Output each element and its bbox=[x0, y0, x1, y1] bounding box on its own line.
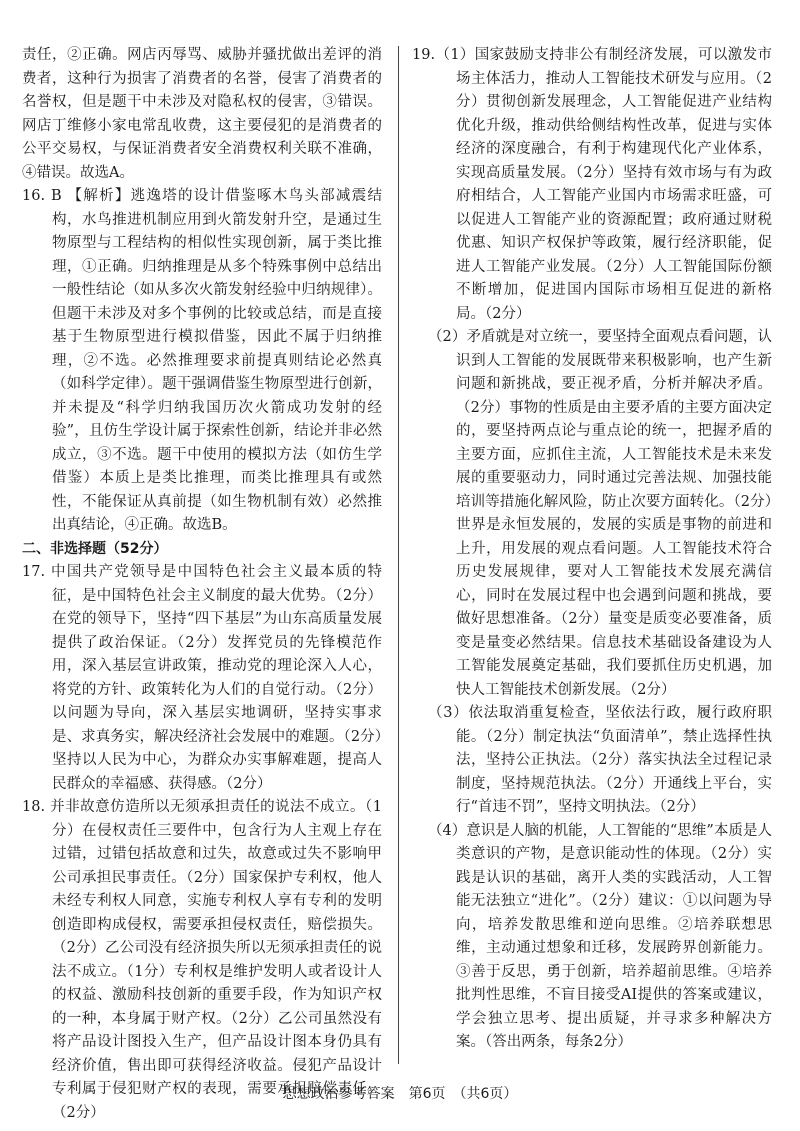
page-footer: 思想政治参考答案 第6页 （共6页） bbox=[282, 1086, 518, 1102]
answer-16: 16. B 【解析】逃逸塔的设计借鉴啄木鸟头部减震结构，水鸟推进机制应用到火箭发射升空，是通过生物原型与工程结构的相似性实现创新，属于类比推理，①正确。归纳推理是从多个特殊事例中总结出一般性结论（如从多次火箭发射经验中归纳规律）。但题干未涉及对多个事例的比较或总结，而是直接基于生物原型进行模拟借鉴，因此不属于归纳推理，②不选。必然推理要求前提真则结论必然真（如科学定律）。题干强调借鉴生物原型进行创新，并未提及“科学归纳我国历次火箭成功发射的经验”，且仿生学设计属于探索性创新，结论并非必然成立，③不选。题干中使用的模拟方法（如仿生学借鉴）本质上是类比推理，而类比推理具有或然性，不能保证从真前提（如生物机制有效）必然推出真结论，④正确。故选B。 bbox=[22, 188, 382, 533]
answer-19-part-4: （4）意识是人脑的机能，人工智能的“思维”本质是人类意识的产物，是意识能动性的体现。（2分）实践是认识的基础，离开人类的实践活动，人工智能无法独立“进化”。（2分）建议：①以问题为导向，培养发散思维和逆向思维。②培养联想思维，主动通过想象和迁移，发展跨界创新能力。③善于反思，勇于创新，培养超前思维。④培养批判性思维，不盲目接受AI提供的答案或建议，学会独立思考、提出质疑，并寻求多种解决方案。（答出两条，每条2分） bbox=[428, 822, 772, 1050]
column-divider bbox=[398, 46, 399, 1064]
answer-17: 17. 中国共产党领导是中国特色社会主义最本质的特征，是中国特色社会主义制度的最大优势。（2分）在党的领导下，坚持“四下基层”为山东高质量发展提供了政治保证。（2分）发挥党员的先锋模范作用，深入基层宣讲政策，推动党的理论深入人心，将党的方针、政策转化为人们的自觉行动。（2分）以问题为导向，深入基层实地调研，坚持实事求是、求真务实，解决经济社会发展中的难题。（2分）坚持以人民为中心，为群众办实事解难题，提高人民群众的幸福感、获得感。（2分） bbox=[22, 564, 382, 792]
left-column bbox=[22, 44, 382, 1125]
answer-18: 18. 并非故意仿造所以无须承担责任的说法不成立。（1分）在侵权责任三要件中，包含行为人主观上存在过错，过错包括故意和过失，故意或过失不影响甲公司承担民事责任。（2分）国家保护专利权，他人未经专利权人同意，实施专利权人享有专利的发明创造即构成侵权，需要承担侵权责任，赔偿损失。（2分）乙公司没有经济损失所以无须承担责任的说法不成立。（1分）专利权是维护发明人或者设计人的权益、激励科技创新的重要手段，作为知识产权的一种，本身属于财产权。（2分）乙公司虽然没有将产品设计图投入生产，但产品设计图本身仍具有经济价值，售出即可获得经济收益。侵犯产品设计专利属于侵犯财产权的表现，需要承担赔偿责任。（2分） bbox=[22, 799, 382, 1121]
answer-19-part-2: （2）矛盾就是对立统一，要坚持全面观点看问题，认识到人工智能的发展既带来积极影响，也产生新问题和新挑战，要正视矛盾，分析并解决矛盾。（2分）事物的性质是由主要矛盾的主要方面决定的，要坚持两点论与重点论的统一，把握矛盾的主要方面，应抓住主流，人工智能技术是未来发展的重要驱动力，同时通过完善法规、加强技能培训等措施化解风险，防止次要方面转化。（2分）世界是永恒发展的，发展的实质是事物的前进和上升，用发展的观点看问题。人工智能技术符合历史发展规律，要对人工智能技术发展充满信心，同时在发展过程中也会遇到问题和挑战，要做好思想准备。（2分）量变是质变必要准备，质变是量变必然结果。信息技术基础设备建设为人工智能发展奠定基础，我们要抓住历史机遇，加快人工智能技术创新发展。（2分） bbox=[428, 329, 772, 698]
answer-15-continuation: 责任，②正确。网店丙辱骂、威胁并骚扰做出差评的消费者，这种行为损害了消费者的名誉，侵害了消费者的名誉权，但是题干中未涉及对隐私权的侵害，③错误。网店丁维修小家电常乱收费，这主要侵犯的是消费者的公平交易权，与保证消费者安全消费权利关联不准确，④错误。故选A。 bbox=[22, 47, 382, 181]
answer-19-part-3: （3）依法取消重复检查，坚依法行政，履行政府职能。（2分）制定执法“负面清单”，禁止选择性执法，坚持公正执法。（2分）落实执法全过程记录制度，坚持规范执法。（2分）开通线上平台，实行“首违不罚”，坚持文明执法。（2分） bbox=[428, 705, 772, 815]
answer-19-part-1: 19.（1）国家鼓励支持非公有制经济发展，可以激发市场主体活力，推动人工智能技术研发与应用。（2分）贯彻创新发展理念，人工智能促进产业结构优化升级，推动供给侧结构性改革，促进与实体经济的深度融合，有利于构建现代化产业体系，实现高质量发展。（2分）坚持有效市场与有为政府相结合，人工智能产业国内市场需求旺盛，可以促进人工智能产业的资源配置；政府通过财税优惠、知识产权保护等政策，履行经济职能，促进人工智能产业发展。（2分）人工智能国际份额不断增加，促进国内国际市场相互促进的新格局。（2分） bbox=[412, 47, 772, 322]
right-column bbox=[412, 44, 772, 1055]
section-title: 二、非选择题（52分） bbox=[22, 540, 168, 557]
